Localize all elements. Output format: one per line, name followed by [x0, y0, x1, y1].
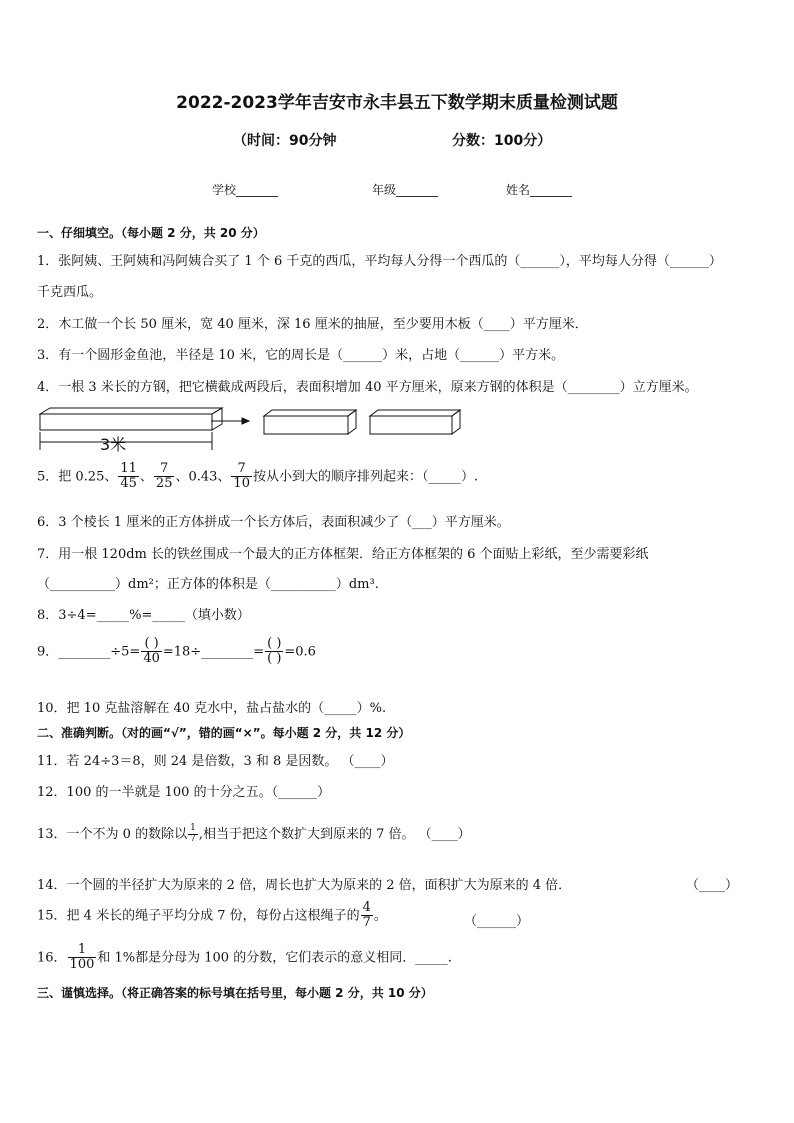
q5-fraction-3: $\frac{7}{10}$ — [233, 461, 250, 492]
name-field: 姓名_______ — [506, 183, 573, 197]
question-15-blank: （______） — [464, 914, 530, 929]
q5-fraction-1: $\frac{11}{45}$ — [120, 461, 137, 492]
page-title: 2022-2023学年吉安市永丰县五下数学期末质量检测试题 — [176, 93, 618, 113]
school-field: 学校_______ — [212, 183, 279, 197]
question-3: 3．有一个圆形金鱼池，半径是 10 米，它的周长是（______）米，占地（______）平方米。 — [37, 348, 565, 363]
short-bar-left — [264, 410, 356, 434]
q16-fraction: $\frac{1}{100}$ — [69, 942, 95, 973]
question-2: 2．木工做一个长 50 厘米，宽 40 厘米，深 16 厘米的抽屉，至少要用木板（____）平方厘米． — [37, 317, 588, 332]
question-1-line-1: 1．张阿姨、王阿姨和冯阿姨合买了 1 个 6 千克的西瓜，平均每人分得一个西瓜的（______），平均每人分得（______） — [37, 254, 722, 269]
question-8: 8．3÷4=_____%=_____（填小数） — [37, 608, 250, 623]
section-2-heading: 二、准确判断。（对的画“√”，错的画“×”。每小题 2 分，共 12 分） — [37, 726, 411, 740]
question-4: 4．一根 3 米长的方钢，把它横截成两段后，表面积增加 40 平方厘米，原来方钢的体积是（________）立方厘米。 — [37, 380, 698, 395]
question-14-blank: （____） — [686, 878, 739, 893]
question-16: 16． $\frac{1}{100}$ 和 1%都是分母为 100 的分数，它们表示的意义相同．_____. — [37, 942, 452, 973]
q5-fraction-2: $\frac{7}{25}$ — [155, 461, 173, 492]
question-10: 10．把 10 克盐溶解在 40 克水中，盐占盐水的（_____）%. — [37, 701, 387, 716]
question-7-line-1: 7．用一根 120dm 长的铁丝围成一个最大的正方体框架．给正方体框架的 6 个面贴上彩纸，至少需要彩纸 — [37, 547, 649, 562]
time-label: （时间：90分钟 — [233, 133, 337, 149]
question-14: 14．一个圆的半径扩大为原来的 2 倍，周长也扩大为原来的 2 倍，面积扩大为原来的 4 倍． — [37, 878, 572, 893]
question-12: 12．100 的一半就是 100 的十分之五。（______） — [37, 785, 331, 800]
q9-fraction-2: $\frac{( )}{( )}$ — [267, 636, 282, 667]
question-5: 5．把 0.25、 $\frac{11}{45}$ 、 $\frac{7}{25}$ 、0.43、 $\frac{7}{10}$ 按从小到大的顺序排列起来：（_____）. — [37, 461, 479, 492]
grade-field: 年级_______ — [372, 183, 439, 197]
question-11: 11．若 24÷3＝8，则 24 是倍数，3 和 8 是因数。 （____） — [37, 754, 394, 769]
steel-bar-figure — [36, 404, 466, 456]
arrow-icon — [211, 418, 249, 424]
section-1-heading: 一、仔细填空。（每小题 2 分，共 20 分） — [37, 226, 265, 240]
q13-fraction: $\frac{1}{7}$ — [190, 823, 196, 844]
q5-prefix: 5．把 0.25、 — [37, 469, 118, 485]
question-13: 13．一个不为 0 的数除以 $\frac{1}{7}$ ,相当于把这个数扩大到原来的 7 倍。 （____） — [37, 823, 471, 844]
q9-fraction-1: $\frac{( )}{40}$ — [143, 636, 160, 667]
question-9: 9．________÷5= $\frac{( )}{40}$ =18÷________= $\frac{( )}{( )}$ =0.6 — [37, 636, 316, 667]
question-15: 15．把 4 米长的绳子平均分成 7 份，每份占这根绳子的 $\frac{4}{7}$ 。 — [37, 900, 387, 931]
long-bar — [40, 408, 222, 430]
score-label: 分数：100分） — [452, 133, 552, 149]
question-1-line-2: 千克西瓜。 — [37, 285, 103, 300]
question-7-line-2: （__________）dm²；正方体的体积是（__________）dm³. — [37, 577, 379, 592]
section-3-heading: 三、谨慎选择。（将正确答案的标号填在括号里，每小题 2 分，共 10 分） — [37, 986, 433, 1000]
short-bar-right — [370, 410, 460, 434]
question-6: 6．3 个棱长 1 厘米的正方体拼成一个长方体后，表面积减少了（___）平方厘米。 — [37, 515, 510, 530]
q15-fraction: $\frac{4}{7}$ — [362, 900, 371, 931]
length-label: 3米 — [100, 435, 127, 454]
